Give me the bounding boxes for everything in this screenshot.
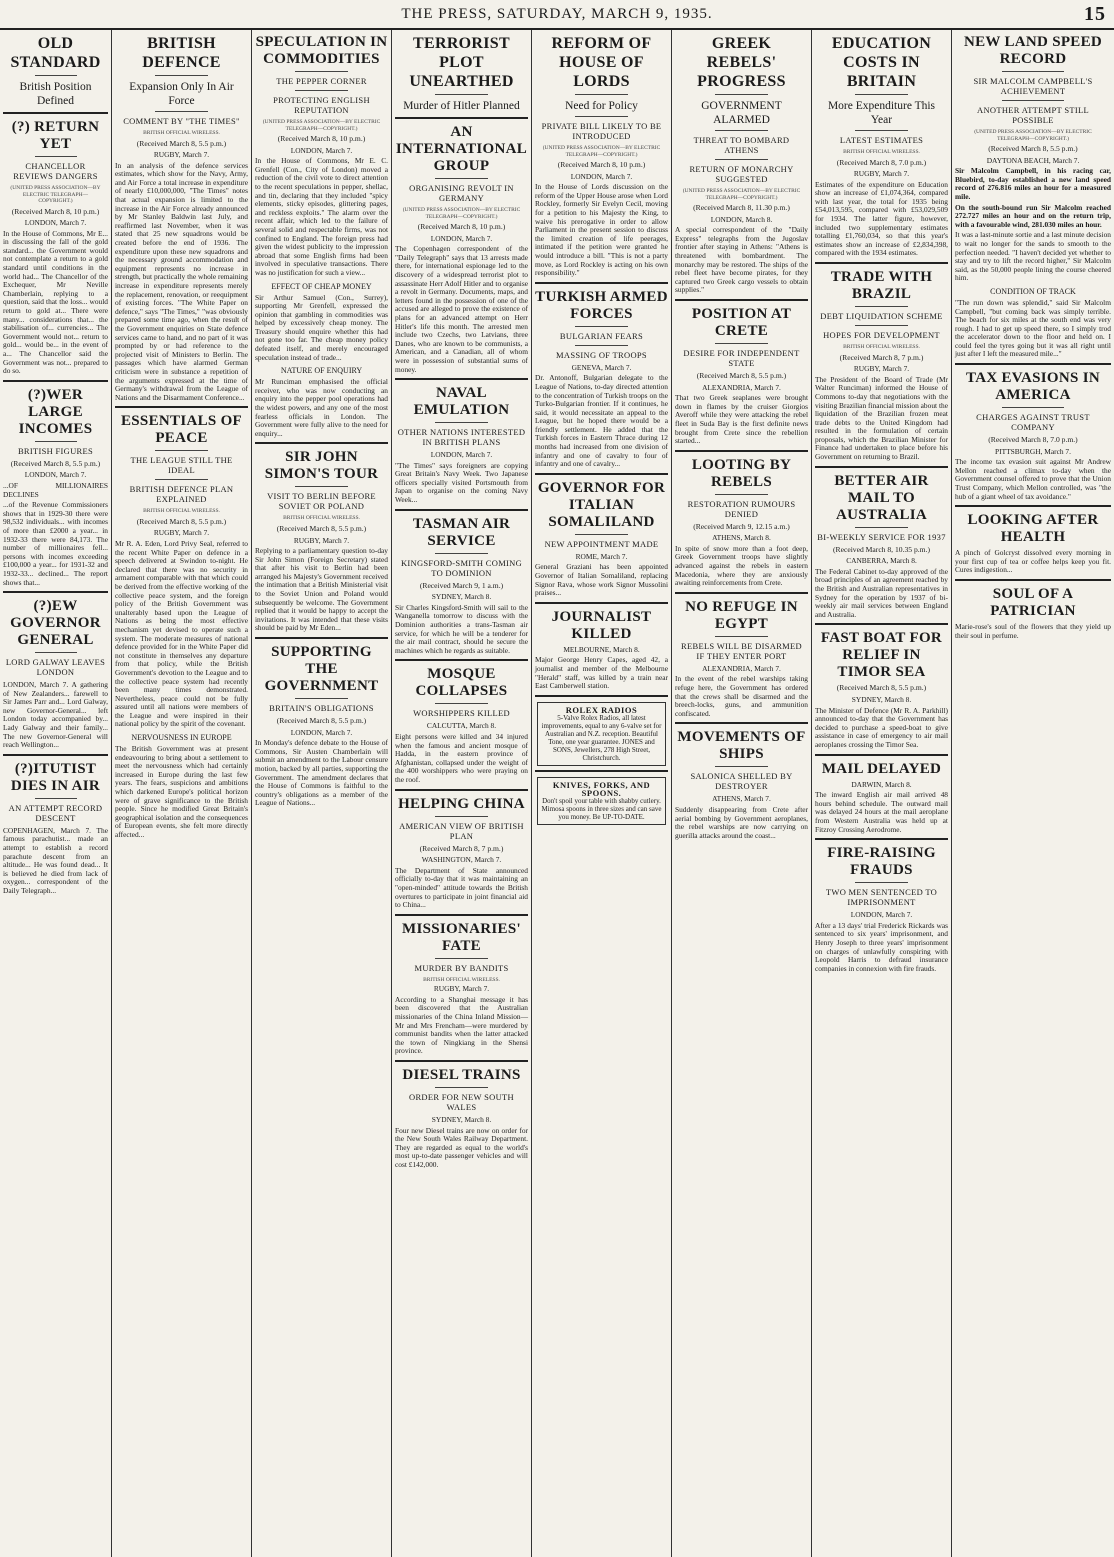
divider-rule — [575, 345, 628, 346]
column-6 — [672, 30, 812, 1557]
column-1 — [0, 30, 112, 1557]
dateline: LONDON, March 7. — [430, 233, 493, 243]
article — [815, 262, 948, 462]
subheading-2: MASSING OF TROOPS — [556, 349, 647, 360]
subheading: THE PEPPER CORNER — [276, 76, 367, 86]
subheading-2: PROTECTING ENGLISH REPUTATION — [273, 95, 370, 115]
dateline: RUGBY, March 7. — [153, 150, 210, 160]
headline: OLD STANDARD — [10, 35, 101, 71]
received-line: (Received March 8, 10 p.m.) — [11, 206, 100, 216]
divider-rule — [295, 486, 348, 487]
column-2 — [112, 30, 252, 1557]
subheading: RESTORATION RUMOURS DENIED — [687, 498, 796, 519]
article-body-2: ...of the Revenue Commissioners shows that in 1929-30 there were 98,532 individuals... with incomes of more than £2000 a year... in 1932-33 there were 84,173. The number of millionaires fell... persons with incomes exceeding £100,000 a year... for 1931-32 and 1932-33... declined... The report shows that... — [3, 500, 108, 587]
article — [255, 637, 388, 808]
article-body: The Department of State announced officially to-day that it was maintaining an "open-minded" attitude towards the British overtures to participate in joint financial aid to China... — [395, 865, 528, 910]
headline: MISSIONARIES' FATE — [402, 920, 521, 954]
divider-rule — [295, 698, 348, 699]
wire-credit: (UNITED PRESS ASSOCIATION—BY ELECTRIC TELEGRAPH—COPYRIGHT.) — [974, 129, 1092, 142]
headline: (?)EW GOVERNOR GENERAL — [10, 598, 101, 649]
article-body: In an analysis of the defence services estimates, which show for the Navy, Army, and Air Force a total increase in expenditure of nearly £10,000,000, "The Times" notes that actual expansion is limited to the increase in the Air Force already announced by Mr Stanley Baldwin last July, and reaffirmed last November, when it was stated that 25 new squadrons would be created before the end of 1936. The expenditure upon these new squadrons and the necessary ground accommodation and equipment represents no increase in strength, but practically the whole remaining increase in expenditure represents merely the replacement, renovation, or reequipment of existing forces. "The White Paper on defence," says "The Times," "was obviously prepared some time ago, when the result of the Government enquiries on State defence services came to hand, and no part of it was prompted by or had reference to the projected visit of Ministers to Berlin. The passages which have alarmed German criticism were in substance a repetition of the arguments expressed at the time of Germany's withdrawal from the League of Nations and the Disarmament Conference... — [115, 160, 248, 402]
divider-rule — [575, 326, 628, 327]
headline: EDUCATION COSTS IN BRITAIN — [831, 35, 932, 90]
article — [395, 914, 528, 1056]
divider-rule — [435, 178, 488, 179]
headline: JOURNALIST KILLED — [551, 608, 652, 642]
article — [675, 722, 808, 840]
subheading-2: BRITISH DEFENCE PLAN EXPLAINED — [129, 484, 234, 505]
side-heading: NERVOUSNESS IN EUROPE — [131, 733, 232, 743]
headline: LOOTING BY REBELS — [691, 456, 792, 490]
page-number: 15 — [1084, 3, 1106, 25]
article — [675, 34, 808, 295]
article — [675, 592, 808, 719]
headline: SPECULATION IN COMMODITIES — [255, 34, 388, 67]
subheading: THE LEAGUE STILL THE IDEAL — [130, 455, 233, 476]
deck: More Expenditure This Year — [827, 100, 936, 126]
subheading: LATEST ESTIMATES — [839, 135, 924, 145]
headline: POSITION AT CRETE — [691, 305, 792, 339]
subheading-2: ANOTHER ATTEMPT STILL POSSIBLE — [977, 105, 1089, 125]
article-body: The Minister of Defence (Mr R. A. Parkhill) announced to-day that the Government has decided to purchase a speed-boat to give assistance in case of emergency to air mail aeroplanes crossing the Timor Sea. — [815, 705, 948, 749]
article-body: A pinch of Golcryst dissolved every morning in your first cup of tea or coffee helps keep you fit. Cures indigestion... — [955, 548, 1111, 575]
dateline: CANBERRA, March 8. — [846, 556, 917, 566]
article — [395, 659, 528, 784]
article-body: ...OF MILLIONAIRES DECLINES — [3, 480, 108, 499]
headline: TURKISH ARMED FORCES — [535, 288, 668, 322]
dateline: RUGBY, March 7. — [293, 535, 350, 545]
headline: MOSQUE COLLAPSES — [415, 666, 508, 700]
headline: (?) RETURN YET — [11, 119, 100, 152]
dateline: MELBOURNE, March 8. — [563, 644, 640, 654]
received-line: (Received March 8, 5.5 p.m.) — [276, 716, 367, 726]
subheading: CHANCELLOR REVIEWS DANGERS — [13, 161, 98, 181]
article-body: Marie-rose's soul of the flowers that they yield up their soul in perfume. — [955, 622, 1111, 640]
subheading: BULGARIAN FEARS — [559, 330, 644, 341]
article — [675, 450, 808, 588]
dateline: LONDON, March 7. — [570, 171, 633, 181]
divider-rule — [295, 90, 348, 91]
article — [3, 380, 108, 587]
article-body: Suddenly disappearing from Crete after aerial bombing by Government aeroplanes, the rebel warships are now carrying on guerilla attacks around the coast... — [675, 805, 808, 840]
ad-body: Don't spoil your table with shabby cutlery. Mimosa spoons in three sizes and can save you money. Be UP-TO-DATE. — [541, 796, 662, 821]
headline: NO REFUGE IN EGYPT — [685, 598, 798, 632]
divider-rule — [295, 71, 348, 72]
subheading: DESIRE FOR INDEPENDENT STATE — [683, 347, 800, 368]
divider-rule — [715, 343, 768, 344]
dateline: LONDON, March 7. — [24, 218, 87, 228]
headline: NAVAL EMULATION — [413, 385, 510, 419]
article — [395, 1060, 528, 1170]
article — [815, 623, 948, 749]
article — [955, 363, 1111, 501]
received-line: (Received March 8, 5.5 p.m.) — [696, 370, 787, 380]
received-line: (Received March 8, 10.35 p.m.) — [832, 544, 930, 554]
headline: BRITISH DEFENCE — [142, 35, 221, 71]
article-body: The Federal Cabinet to-day approved of the broad principles of an agreement reached by the British and Australian representatives in Sydney for the operation by 1937 of bi-weekly air mail services between England and Australia. — [815, 566, 948, 619]
column-8 — [952, 30, 1114, 1557]
article — [3, 112, 108, 376]
divider-rule — [35, 75, 77, 76]
divider-rule — [435, 703, 488, 704]
article-body: After a 13 days' trial Frederick Rickards was sentenced to six years' imprisonment, and Henry Joseph to three years' imprisonment on charges of unlawfully conspiring with Leopold Harris to defraud insurance companies in connexion with fire frauds. — [815, 920, 948, 973]
deck: British Position Defined — [19, 81, 92, 107]
article-body: In the House of Commons, Mr E... in discussing the fall of the gold standard... the Government would not contemplate a return to a gold standard until conditions in the world had... The Chancellor of the Exchequer, Mr Neville Chamberlain, replying to a question, said that the loss... would return to gold at... There were many... considerations that... the stabilisation of... currencies... The Government would not... return to gold... would be... in the event of a... The Chancellor said the Government was not... prepared to do so. — [3, 228, 108, 376]
column-5 — [532, 30, 672, 1557]
subheading: REBELS WILL BE DISARMED IF THEY ENTER PORT — [681, 640, 802, 661]
wire-credit: (UNITED PRESS ASSOCIATION—BY ELECTRIC TELEGRAPH—COPYRIGHT.) — [402, 207, 521, 220]
dateline: ROME, March 7. — [575, 551, 628, 561]
article-body-2: Sir Arthur Samuel (Con., Surrey), supporting Mr Grenfell, expressed the opinion that gambling in commodities was helped by excessively cheap money. The Treasury should enquire whether this had not gone too far. The cheap money policy defeated itself, and merely encouraged speculation instead of trade... — [255, 292, 388, 362]
ad-title: ROLEX RADIOS — [565, 704, 638, 715]
divider-rule — [575, 534, 628, 535]
article — [535, 282, 668, 469]
received-line: (Received March 8, 7.0 p.m.) — [988, 435, 1078, 445]
received-line: (Received March 8, 5.5 p.m.) — [836, 683, 927, 693]
subheading: BRITAIN'S OBLIGATIONS — [269, 703, 374, 714]
divider-rule — [715, 130, 768, 131]
divider-rule — [435, 1087, 488, 1088]
subheading: BI-WEEKLY SERVICE FOR 1937 — [817, 531, 946, 542]
article — [815, 838, 948, 973]
article-body: It was a last-minute sortie and a last minute decision to wait no longer for the sands to smooth to the perfection needed. "I haven't decided yet whether to stay and try to lift the record higher," Sir Malcolm said, as the 50,000 people lining the course cheered him. — [955, 230, 1111, 283]
divider-rule — [1002, 71, 1064, 72]
subheading: PRIVATE BILL LIKELY TO BE INTRODUCED — [541, 121, 662, 141]
article-body: Major George Henry Capes, aged 42, a journalist and member of the Melbourne "Herald" staff, was killed by a train near East Camberwell station. — [535, 655, 668, 691]
received-line: (Received March 8, 10 p.m.) — [277, 134, 366, 143]
article-body: LONDON, March 7. A gathering of New Zealanders... farewell to Sir James Parr and... Lord Galway, new Governor-General... left London today accompanied by... Lady Galway and their family... The new Governor-General will reach Wellington... — [3, 680, 108, 750]
ad-title: KNIVES, FORKS, AND SPOONS. — [552, 779, 651, 798]
received-line: (Received March 8, 7 p.m.) — [419, 843, 504, 853]
article-body: Eight persons were killed and 34 injured when the famous and ancient mosque of Hadda, in the eastern province of Afghanistan, collapsed under the weight of the 400 worshippers who were praying on the roof. — [395, 732, 528, 784]
dateline: RUGBY, March 7. — [853, 364, 910, 374]
dateline: CALCUTTA, March 8. — [426, 721, 497, 731]
subheading: WORSHIPPERS KILLED — [413, 708, 510, 719]
divider-rule — [1002, 407, 1064, 408]
subheading: COMMENT BY "THE TIMES" — [123, 116, 240, 126]
headline: TAX EVASIONS IN AMERICA — [966, 370, 1100, 404]
article-body: The President of the Board of Trade (Mr Walter Runciman) informed the House of Commons to-day that negotiations with the visiting Brazilian financial mission about the liquidation of the Brazilian frozen meat trade debts to the United Kingdom had resulted in the formulation of certain proposals, which the Brazilian Minister for Finance had undertaken to place before his Government on returning to Brazil. — [815, 374, 948, 462]
divider-rule — [35, 652, 77, 653]
dateline: ATHENS, March 8. — [712, 533, 771, 543]
column-7 — [812, 30, 952, 1557]
divider-rule — [435, 94, 488, 95]
headline: SIR JOHN SIMON'S TOUR — [264, 449, 379, 483]
subheading-2: HOPES FOR DEVELOPMENT — [823, 330, 940, 341]
subheading: VISIT TO BERLIN BEFORE SOVIET OR POLAND — [267, 491, 376, 512]
headline: TERRORIST PLOT UNEARTHED — [409, 35, 514, 90]
headline: GREEK REBELS' PROGRESS — [697, 35, 786, 90]
headline: HELPING CHINA — [398, 795, 525, 812]
deck: Expansion Only In Air Force — [129, 81, 234, 107]
subheading: BRITISH FIGURES — [17, 445, 94, 456]
divider-rule — [855, 325, 908, 326]
divider-rule — [35, 798, 77, 799]
wire-credit: BRITISH OFFICIAL WIRELESS. — [283, 515, 360, 522]
advertisement — [535, 770, 668, 825]
dateline: ATHENS, March 7. — [712, 794, 771, 804]
divider-rule — [715, 94, 768, 95]
subheading: LORD GALWAY LEAVES LONDON — [5, 657, 106, 678]
dateline: LONDON, March 7. — [850, 910, 913, 920]
article-body: According to a Shanghai message it has been discovered that the Australian missionaries of the China Inland Mission—Mr and Mrs Frencham—were murdered by communist bandits when the latter attacked the town of Ningkiang in the Shensi province. — [395, 994, 528, 1056]
subheading: ORDER FOR NEW SOUTH WALES — [409, 1091, 514, 1112]
headline: FIRE-RAISING FRAUDS — [827, 845, 936, 879]
article-body: The income tax evasion suit against Mr Andrew Mellon reached a climax to-day when the Government counsel offered to prove that the Union Trust Company, which Mellon controlled, was "the hub of a giant wheel of tax avoidance." — [955, 457, 1111, 501]
subheading: KINGSFORD-SMITH COMING TO DOMINION — [400, 557, 523, 578]
divider-rule — [715, 159, 768, 160]
headline: TRADE WITH BRAZIL — [830, 269, 933, 303]
article-body: The Copenhagen correspondent of the "Daily Telegraph" says that 13 arrests made there, for international espionage led to the discovery of a widespread terrorist plot to assassinate Herr Adolf Hitler and to organise a revolt in Germany. Documents, maps, and letters found in the possession of one of the accused are alleged to prove the existence of plans for an advanced attempt on Herr Hitler's life this month. The arrested men include two Czechs, two Latvians, three Danes, who are known to be communists, a American, and a Canadian, all of whom were in possession of substantial sums of money. — [395, 244, 528, 374]
article — [395, 117, 528, 374]
divider-rule — [435, 958, 488, 959]
subheading: NEW APPOINTMENT MADE — [544, 538, 659, 549]
dateline: LONDON, March 7. — [430, 450, 493, 460]
subheading: MURDER BY BANDITS — [414, 962, 509, 973]
dateline: SYDNEY, March 8. — [431, 592, 492, 602]
article-body: A special correspondent of the "Daily Express" telegraphs from the Jugoslav frontier after staying in Athens: "Athens is threatened with bombardment. The monarchy may be restored. The ships of the rebel fleet have become pirates, for they captured two Greek cargo vessels to obtain supplies." — [675, 225, 808, 295]
divider-rule — [155, 75, 208, 76]
dateline: RUGBY, March 7. — [433, 984, 490, 994]
divider-rule — [855, 94, 908, 95]
headline: MOVEMENTS OF SHIPS — [677, 729, 806, 763]
article — [955, 579, 1111, 640]
dateline: RUGBY, March 7. — [853, 169, 910, 179]
subheading: TWO MEN SENTENCED TO IMPRISONMENT — [825, 887, 938, 908]
subheading: AN ATTEMPT RECORD DESCENT — [8, 802, 103, 823]
masthead — [0, 0, 1114, 30]
subheading: SIR MALCOLM CAMPBELL'S ACHIEVEMENT — [973, 76, 1093, 96]
article — [115, 406, 248, 839]
article — [955, 34, 1111, 359]
side-heading: EFFECT OF CHEAP MONEY — [271, 281, 372, 291]
divider-rule — [855, 882, 908, 883]
headline: REFORM OF HOUSE OF LORDS — [551, 35, 652, 90]
headline: (?)WER LARGE INCOMES — [18, 386, 93, 437]
received-line: (Received March 8, 7.0 p.m.) — [836, 157, 927, 167]
advertisement-box — [537, 702, 666, 766]
divider-rule — [575, 94, 628, 95]
received-line: (Received March 8, 10 p.m.) — [557, 160, 646, 169]
article — [115, 34, 248, 402]
side-heading: CONDITION OF TRACK — [990, 286, 1076, 296]
dateline: RUGBY, March 7. — [153, 528, 210, 538]
divider-rule — [575, 116, 628, 117]
received-line: (Received March 8, 5.5 p.m.) — [136, 516, 227, 526]
article-body-2: The British Government was at present endeavouring to bring about a settlement to meet the nervousness which had certainly increased in Europe during the last few years. The fears, suspicions and ambitions which darkened Europe's political horizon were of grave significance to the British people. Since he modified Great Britain's geographical isolation and the consequences of European events, she felt more directly affected... — [115, 744, 248, 839]
dateline: LONDON, March 8. — [710, 214, 773, 224]
headline: FAST BOAT FOR RELIEF IN TIMOR SEA — [820, 630, 943, 681]
divider-rule — [715, 494, 768, 495]
dateline: SYDNEY, March 8. — [431, 1114, 492, 1124]
deck: GOVERNMENT ALARMED — [701, 100, 782, 126]
headline: SOUL OF A PATRICIAN — [990, 586, 1076, 619]
headline: AN INTERNATIONAL GROUP — [395, 124, 528, 174]
article — [955, 505, 1111, 575]
divider-rule — [435, 553, 488, 554]
article — [675, 299, 808, 446]
divider-rule — [435, 422, 488, 423]
article — [3, 34, 108, 108]
headline: (?)ITUTIST DIES IN AIR — [10, 760, 101, 794]
divider-rule — [155, 111, 208, 112]
dateline: SYDNEY, March 8. — [851, 695, 912, 704]
wire-credit: BRITISH OFFICIAL WIRELESS. — [423, 976, 500, 983]
article — [815, 754, 948, 835]
received-line: (Received March 8, 5.5 p.m.) — [136, 138, 227, 148]
received-line: (Received March 8, 11.30 p.m.) — [693, 203, 790, 212]
wire-credit: (UNITED PRESS ASSOCIATION—BY ELECTRIC TELEGRAPH—COPYRIGHT.) — [262, 119, 381, 132]
divider-rule — [715, 766, 768, 767]
subheading: OTHER NATIONS INTERESTED IN BRITISH PLANS — [397, 427, 526, 448]
ad-body: 5-Valve Rolex Radios, all latest improvements, equal to any 6-valve set for Australian and N.Z. reception. Beautiful Tone, one year guarantee. JONES and SONS, Jewellers, 278 High Street, Christchurch. — [541, 713, 662, 762]
dateline: ALEXANDRIA, March 7. — [702, 382, 781, 392]
dateline: GENEVA, March 7. — [571, 362, 632, 372]
dateline: LONDON, March 7. — [290, 145, 353, 155]
divider-rule — [155, 450, 208, 451]
article — [535, 602, 668, 691]
article — [255, 34, 388, 438]
advertisement — [535, 695, 668, 766]
article-body: In Monday's defence debate to the House of Commons, Sir Austen Chamberlain will submit an amendment to the Labour censure motion, backed by all parties, supporting the Government. The amendment declares that the House of Commons is faithful to the country's obligations as a member of the League of Nations... — [255, 738, 388, 808]
article-body: Sir Charles Kingsford-Smith will sail to the Wanganella tomorrow to discuss with the Dominion authorities a trans-Tasman air service, for which he will be a tenderer for the air mail contract, should he secure the machines which he regards as suitable. — [395, 602, 528, 655]
divider-rule — [35, 156, 77, 157]
article-body: COPENHAGEN, March 7. The famous parachutist... made an attempt to establish a record parachute descent from an altitude... He was found dead... It is believed he died from lack of oxygen... correspondent of the Daily Telegraph... — [3, 825, 108, 895]
received-line: (Received March 8, 5.5 p.m.) — [10, 458, 101, 468]
side-heading-2: NATURE OF ENQUIRY — [280, 366, 363, 376]
headline: BETTER AIR MAIL TO AUSTRALIA — [834, 472, 929, 523]
divider-rule — [855, 527, 908, 528]
article-body: Four new Diesel trains are now on order for the New South Wales Railway Department. They are regarded as equal to the world's most up-to-date passenger vehicles and will cost £142,000. — [395, 1125, 528, 1169]
wire-credit: BRITISH OFFICIAL WIRELESS. — [143, 130, 220, 136]
headline: LOOKING AFTER HEALTH — [967, 512, 1099, 546]
divider-rule — [35, 441, 77, 442]
headline: MAIL DELAYED — [821, 760, 942, 777]
subheading: AMERICAN VIEW OF BRITISH PLAN — [399, 820, 524, 841]
article-body: In the event of the rebel warships taking refuge here, the Government has ordered that the crews shall be disarmed and the breech-locks, guns, and ammunition confiscated. — [675, 674, 808, 718]
wire-credit: (UNITED PRESS ASSOCIATION—BY ELECTRIC TELEGRAPH—COPYRIGHT.) — [10, 185, 101, 204]
article — [255, 442, 388, 633]
article — [395, 509, 528, 656]
lead-paragraph-2: On the south-bound run Sir Malcolm reached 272.727 miles an hour and on the return trip, with a favourable wind, 281.030 miles an hour. — [955, 202, 1111, 229]
dateline: WASHINGTON, March 7. — [421, 855, 502, 865]
article-body: In the House of Commons, Mr E. C. Grenfell (Con., City of London) moved a reduction of the civil vote to direct attention to the recent speculations in pepper, shellac, and tin, declaring that they included "spicy elements, sticky episodes, glittering pages, and reckless exploits." The alarm over the recent affair, which led to the failure of several solid and respectable firms, was not confined to England. The foreign press had given the widest publicity to the impression abroad that some English firms had been involved in speculative transactions. There was no justification for such a view... — [255, 156, 388, 277]
received-line: (Received March 9, 1 a.m.) — [419, 580, 504, 590]
divider-rule — [1002, 100, 1064, 101]
dateline: LONDON, March 7. — [24, 470, 87, 480]
divider-rule — [435, 816, 488, 817]
wire-credit: (UNITED PRESS ASSOCIATION—BY ELECTRIC TELEGRAPH—COPYRIGHT.) — [542, 145, 661, 158]
subheading: THREAT TO BOMBARD ATHENS — [693, 135, 790, 155]
deck: Murder of Hitler Planned — [403, 100, 520, 112]
wire-credit: BRITISH OFFICIAL WIRELESS. — [843, 149, 920, 155]
advertisement-box — [537, 777, 666, 825]
subheading: CHARGES AGAINST TRUST COMPANY — [976, 412, 1090, 433]
headline: DIESEL TRAINS — [402, 1066, 521, 1083]
article-body: "The Times" says foreigners are copying Great Britain's Navy Week. Two Japanese officers specially visited Portsmouth from Japan to organise on the coming Navy Week... — [395, 460, 528, 505]
dateline: PITTSBURGH, March 7. — [995, 446, 1071, 456]
wire-credit: BRITISH OFFICIAL WIRELESS. — [143, 508, 220, 515]
deck: Need for Policy — [565, 100, 638, 112]
headline: ESSENTIALS OF PEACE — [120, 413, 243, 447]
column-4 — [392, 30, 532, 1557]
article-body: Estimates of the expenditure on Education show an increase of £1,074,364, compared with last year, the total for 1935 being £54,013,595, compared with £53,029,509 for 1934. The latter figure, however, included two supplementary estimates totalling £1,760,034, so that this year's estimates show an increase of £2,834,398, compared with the 1934 estimates. — [815, 179, 948, 258]
divider-rule — [855, 306, 908, 307]
received-line: (Received March 8, 10 p.m.) — [417, 222, 506, 231]
divider-rule — [855, 130, 908, 131]
divider-rule — [155, 479, 208, 480]
dateline: LONDON, March 7. — [290, 727, 353, 737]
received-line: (Received March 8, 5.5 p.m.) — [276, 523, 367, 533]
article-body: The inward English air mail arrived 48 hours behind schedule. The outward mail was delayed 24 hours at the mail aeroplane from Western Australia was held up at Fitzroy Crossing Aerodrome. — [815, 790, 948, 834]
article — [395, 34, 528, 113]
headline: SUPPORTING THE GOVERNMENT — [264, 644, 379, 695]
lead-paragraph: Sir Malcolm Campbell, in his racing car, Bluebird, to-day established a new land speed record of 276.816 miles an hour for a measured mile. — [955, 166, 1111, 201]
dateline: DARWIN, March 8. — [851, 779, 912, 789]
wire-credit: BRITISH OFFICIAL WIRELESS. — [843, 344, 920, 351]
article — [815, 34, 948, 258]
column-grid — [0, 30, 1114, 1557]
subheading: DEBT LIQUIDATION SCHEME — [820, 311, 943, 322]
article-body-2: "The run down was splendid," said Sir Malcolm Campbell, "but coming back was simply terrible. The beach for six miles at the south end was very rough. I had to get up speed there, so I simply trod the accelerator down to the floor and held on. I could feel the tyres going but it was all right until just after I left the measured mile..." — [955, 297, 1111, 359]
headline: TASMAN AIR SERVICE — [412, 515, 511, 549]
subheading: ORGANISING REVOLT IN GERMANY — [409, 183, 514, 203]
article-body: General Graziani has been appointed Governor of Italian Somaliland, replacing Signor Rava, whose work Signor Mussolini praises... — [535, 562, 668, 598]
article-body: Dr. Antonoff, Bulgarian delegate to the League of Nations, to-day directed attention to the concentration of Turkish troops on the Turko-Bulgarian frontier. If it continues, he said, it would necessitate an appeal to the League, but he hoped there would be a friendly settlement. He added that the Turkish forces in Eastern Thrace during 12 months had increased from one division of infantry and one of cavalry to four of infantry and one of cavalry... — [535, 373, 668, 469]
article — [535, 473, 668, 598]
headline: NEW LAND SPEED RECORD — [963, 34, 1103, 67]
dateline: DAYTONA BEACH, March 7. — [986, 155, 1080, 165]
subheading: SALONICA SHELLED BY DESTROYER — [690, 771, 793, 792]
dateline: ALEXANDRIA, March 7. — [702, 663, 781, 673]
article-body: Mr R. A. Eden, Lord Privy Seal, referred to the recent White Paper on defence in a speech delivered at Swindon to-night. He declared that there was no security in armament comparable with that which could be derived from the effective working of the collective peace system, and the foreign policy of the British Government was unalterably based upon the League of Nations as being the most effective mechanism yet devised to operate such a system. The moderate measures of national defence provided for in the White Paper did not constitute in themselves any departure from that policy, while the British Government's devotion to the League and to the collective peace system had recently been many times demonstrated. Nevertheless, peace could not be fully assured until all nations were members of the League and were inspired in their national policy by the spirit of the covenant. — [115, 539, 248, 729]
article-body: That two Greek seaplanes were brought down in flames by the cruiser Giorgios Averoff while they were attacking the rebel fleet in Suda Bay is the first definite news brought from Crete since the rebellion started... — [675, 393, 808, 446]
article — [395, 378, 528, 505]
column-3 — [252, 30, 392, 1557]
article-body: In spite of snow more than a foot deep, Greek Government troops have slightly advanced against the rebels in eastern Macedonia, where they are anxiously awaiting reinforcements from Crete. — [675, 543, 808, 588]
subheading-2: RETURN OF MONARCHY SUGGESTED — [689, 164, 794, 184]
article-body: In the House of Lords discussion on the reform of the Upper House arose when Lord Rockley, formerly Sir Evelyn Cecil, moving for a petition to his Majesty the King, to waive his prerogative in order to allow Parliament in the present session to discuss the limited creation of life peerages, intimated if the petition were granted he would introduce a bill. "This is not a party move, as Lord Rockley is acting on his own responsibility." — [535, 182, 668, 278]
divider-rule — [715, 636, 768, 637]
article — [3, 591, 108, 750]
received-line: (Received March 9, 12.15 a.m.) — [693, 521, 790, 531]
article — [815, 466, 948, 620]
article — [3, 754, 108, 896]
article — [395, 789, 528, 910]
masthead-title: THE PRESS, SATURDAY, MARCH 9, 1935. — [401, 5, 713, 22]
headline: GOVERNOR FOR ITALIAN SOMALILAND — [537, 479, 666, 530]
received-line: (Received March 8, 5.5 p.m.) — [988, 144, 1078, 153]
article-body: Replying to a parliamentary question to-day Sir John Simon (Foreign Secretary) stated that after his visit to Berlin had been arranged his Majesty's Government received the intimation that a British Ministerial visit to the Soviet Union and Poland would subsequently be welcome. The Government replied that it would be happy to accept the invitations. It was intended that these visits should be paid by Mr Eden... — [255, 546, 388, 633]
wire-credit: (UNITED PRESS ASSOCIATION—BY ELECTRIC TELEGRAPH—COPYRIGHT.) — [682, 188, 801, 201]
received-line: (Received March 8, 7 p.m.) — [839, 352, 924, 362]
article — [535, 34, 668, 278]
article-body-3: Mr Runciman emphasised the official receiver, who was now conducting an enquiry into the pepper pool operations had the widest powers, and any one of the most fearless officials in London. The Government were fully alive to the need for enquiry... — [255, 377, 388, 438]
